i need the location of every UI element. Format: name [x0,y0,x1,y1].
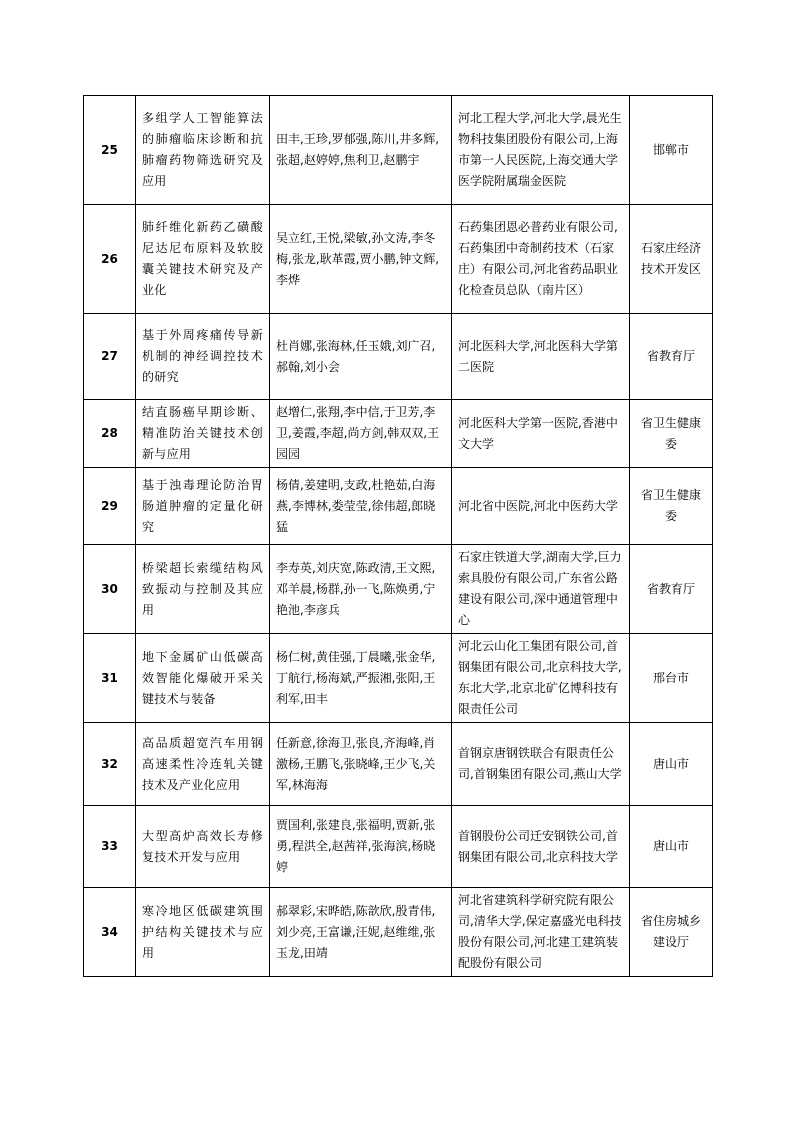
project-organizations: 石药集团恩必普药业有限公司,石药集团中奇制药技术（石家庄）有限公司,河北省药品职业化检查员总队（南片区） [452,205,630,314]
project-people: 吴立红,王悦,梁敏,孙文涛,李冬梅,张龙,耿革霞,贾小鹏,钟文辉,李烨 [270,205,452,314]
nominating-unit: 邢台市 [630,634,713,723]
project-people: 杜肖娜,张海林,任玉娥,刘广召,郝翰,刘小会 [270,314,452,400]
row-number: 31 [84,634,136,723]
row-number: 33 [84,806,136,888]
project-people: 田丰,王珍,罗郁强,陈川,井多辉,张超,赵婷婷,焦利卫,赵鹏宇 [270,96,452,205]
row-number: 26 [84,205,136,314]
row-number: 29 [84,468,136,545]
project-organizations: 河北工程大学,河北大学,晨光生物科技集团股份有限公司,上海市第一人民医院,上海交通大学医学院附属瑞金医院 [452,96,630,205]
table-row [84,468,713,545]
project-organizations: 首钢股份公司迁安钢铁公司,首钢集团有限公司,北京科技大学 [452,806,630,888]
row-number: 32 [84,723,136,806]
nominating-unit: 省卫生健康委 [630,468,713,545]
table-row [84,723,713,806]
nominating-unit: 省卫生健康委 [630,400,713,468]
project-organizations: 河北医科大学,河北医科大学第二医院 [452,314,630,400]
nominating-unit: 唐山市 [630,806,713,888]
nominating-unit: 石家庄经济技术开发区 [630,205,713,314]
row-number: 27 [84,314,136,400]
project-title: 肺纤维化新药乙磺酸尼达尼布原料及软胶囊关键技术研究及产业化 [136,205,270,314]
award-table-body [84,96,713,977]
project-people: 杨倩,姜建明,支政,杜艳茹,白海燕,李博林,娄莹莹,徐伟超,郎晓猛 [270,468,452,545]
nominating-unit: 唐山市 [630,723,713,806]
table-row [84,314,713,400]
project-title: 高品质超宽汽车用钢高速柔性冷连轧关键技术及产业化应用 [136,723,270,806]
nominating-unit: 省教育厅 [630,314,713,400]
row-number: 25 [84,96,136,205]
project-people: 任新意,徐海卫,张良,齐海峰,肖激杨,王鹏飞,张晓峰,王少飞,关军,林海海 [270,723,452,806]
table-row [84,545,713,634]
project-title: 桥梁超长索缆结构风致振动与控制及其应用 [136,545,270,634]
project-people: 李寿英,刘庆宽,陈政清,王文熙,邓羊晨,杨群,孙一飞,陈焕勇,宁艳池,李彦兵 [270,545,452,634]
project-people: 杨仁树,黄佳强,丁晨曦,张金华,丁航行,杨海斌,严振湘,张阳,王利军,田丰 [270,634,452,723]
project-people: 赵增仁,张翔,李中信,于卫芳,李卫,姜霞,李超,尚方剑,韩双双,王园园 [270,400,452,468]
table-row [84,96,713,205]
project-title: 多组学人工智能算法的肺瘤临床诊断和抗肺瘤药物筛选研究及应用 [136,96,270,205]
table-row [84,400,713,468]
table-row [84,634,713,723]
row-number: 34 [84,888,136,977]
project-title: 基于外周疼痛传导新机制的神经调控技术的研究 [136,314,270,400]
award-table [83,95,713,977]
project-people: 贾国利,张建良,张福明,贾新,张勇,程洪全,赵茜祥,张海滨,杨晓婷 [270,806,452,888]
project-organizations: 河北省中医院,河北中医药大学 [452,468,630,545]
project-organizations: 河北云山化工集团有限公司,首钢集团有限公司,北京科技大学,东北大学,北京北矿亿博科技有限责任公司 [452,634,630,723]
project-organizations: 河北医科大学第一医院,香港中文大学 [452,400,630,468]
nominating-unit: 省教育厅 [630,545,713,634]
table-row [84,888,713,977]
project-people: 郝翠彩,宋晔皓,陈歆欣,殷青伟,刘少亮,王富谦,汪妮,赵维维,张玉龙,田靖 [270,888,452,977]
project-organizations: 河北省建筑科学研究院有限公司,清华大学,保定嘉盛光电科技股份有限公司,河北建工建筑装配股份有限公司 [452,888,630,977]
project-title: 地下金属矿山低碳高效智能化爆破开采关键技术与装备 [136,634,270,723]
nominating-unit: 省住房城乡建设厅 [630,888,713,977]
project-title: 寒冷地区低碳建筑围护结构关键技术与应用 [136,888,270,977]
project-organizations: 首钢京唐钢铁联合有限责任公司,首钢集团有限公司,燕山大学 [452,723,630,806]
table-row [84,205,713,314]
row-number: 28 [84,400,136,468]
project-title: 结直肠癌早期诊断、精准防治关键技术创新与应用 [136,400,270,468]
table-row [84,806,713,888]
project-title: 大型高炉高效长寿修复技术开发与应用 [136,806,270,888]
project-organizations: 石家庄铁道大学,湖南大学,巨力索具股份有限公司,广东省公路建设有限公司,深中通道管理中心 [452,545,630,634]
project-title: 基于浊毒理论防治胃肠道肿瘤的定量化研究 [136,468,270,545]
row-number: 30 [84,545,136,634]
nominating-unit: 邯郸市 [630,96,713,205]
